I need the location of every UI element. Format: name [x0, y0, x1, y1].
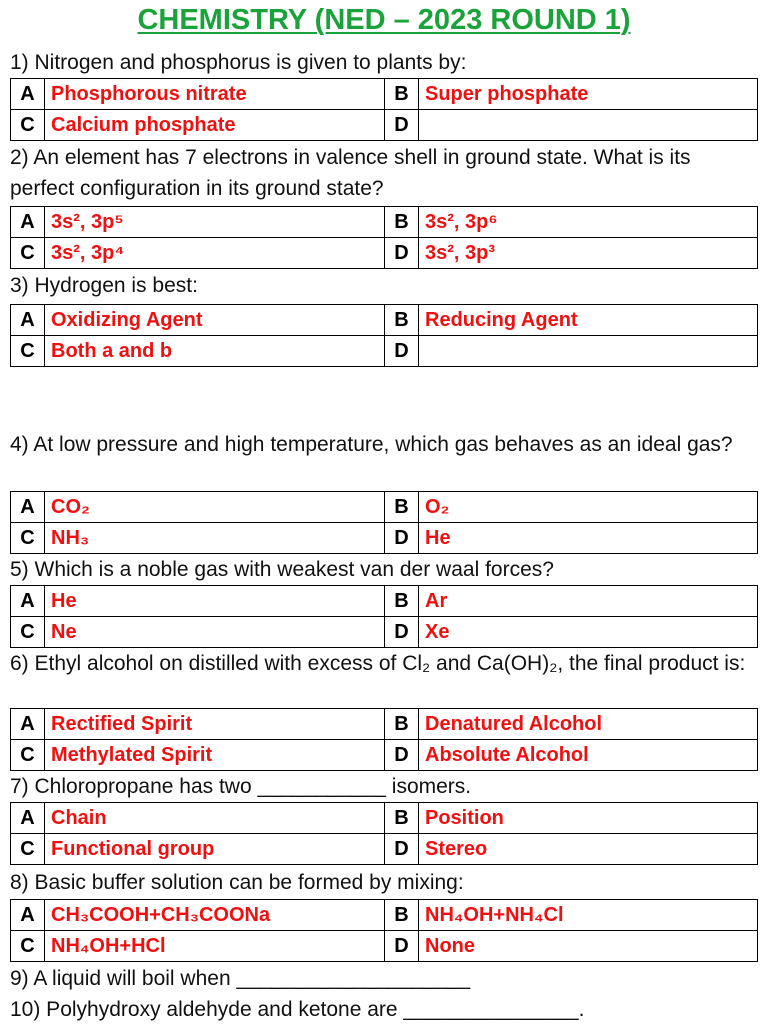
question-2-text: 2) An element has 7 electrons in valence shell in ground state. What is its perfect configuration in its ground state? — [10, 146, 691, 200]
option-letter-c: C — [11, 740, 45, 771]
question-8-text: 8) Basic buffer solution can be formed by mixing: — [10, 871, 464, 894]
question-5-options — [10, 585, 758, 648]
option-letter-a: A — [11, 305, 45, 336]
option-letter-c: C — [11, 523, 45, 554]
q8-option-a: CH₃COOH+CH₃COONa — [45, 900, 385, 931]
question-6-text: 6) Ethyl alcohol on distilled with excess of Cl₂ and Ca(OH)₂, the final product is: — [10, 652, 746, 675]
question-2-options — [10, 206, 758, 269]
option-letter-a: A — [11, 803, 45, 834]
option-letter-c: C — [11, 834, 45, 865]
option-letter-b: B — [385, 709, 419, 740]
q1-option-c: Calcium phosphate — [45, 110, 385, 141]
question-4-options — [10, 491, 758, 554]
option-letter-b: B — [385, 803, 419, 834]
q4-option-c: NH₃ — [45, 523, 385, 554]
option-letter-a: A — [11, 900, 45, 931]
option-letter-c: C — [11, 931, 45, 962]
q3-option-c: Both a and b — [45, 336, 385, 367]
q8-option-c: NH₄OH+HCl — [45, 931, 385, 962]
q2-option-d: 3s², 3p³ — [419, 238, 758, 269]
q7-option-c: Functional group — [45, 834, 385, 865]
q6-option-a: Rectified Spirit — [45, 709, 385, 740]
option-letter-d: D — [385, 110, 419, 141]
option-letter-d: D — [385, 238, 419, 269]
q7-option-b: Position — [419, 803, 758, 834]
option-letter-c: C — [11, 110, 45, 141]
question-1-text: 1) Nitrogen and phosphorus is given to plants by: — [10, 51, 467, 74]
option-letter-b: B — [385, 492, 419, 523]
q5-option-a: He — [45, 586, 385, 617]
option-letter-b: B — [385, 79, 419, 110]
option-letter-b: B — [385, 900, 419, 931]
option-letter-d: D — [385, 617, 419, 648]
question-4-text: 4) At low pressure and high temperature, which gas behaves as an ideal gas? — [10, 433, 733, 456]
q8-option-b: NH₄OH+NH₄Cl — [419, 900, 758, 931]
option-letter-d: D — [385, 834, 419, 865]
option-letter-c: C — [11, 238, 45, 269]
q4-option-b: O₂ — [419, 492, 758, 523]
question-5-text: 5) Which is a noble gas with weakest van der waal forces? — [10, 558, 554, 581]
q5-option-c: Ne — [45, 617, 385, 648]
option-letter-b: B — [385, 586, 419, 617]
option-letter-a: A — [11, 586, 45, 617]
q2-option-a: 3s², 3p⁵ — [45, 207, 385, 238]
question-10-text: 10) Polyhydroxy aldehyde and ketone are _______________. — [10, 998, 585, 1021]
page-title: CHEMISTRY (NED – 2023 ROUND 1) — [137, 4, 631, 36]
q1-option-a: Phosphorous nitrate — [45, 79, 385, 110]
question-7-text: 7) Chloropropane has two ___________ isomers. — [10, 775, 472, 798]
option-letter-c: C — [11, 336, 45, 367]
option-letter-a: A — [11, 79, 45, 110]
q3-option-a: Oxidizing Agent — [45, 305, 385, 336]
question-3-options — [10, 304, 758, 367]
option-letter-a: A — [11, 709, 45, 740]
q6-option-c: Methylated Spirit — [45, 740, 385, 771]
question-3-text: 3) Hydrogen is best: — [10, 274, 198, 297]
option-letter-a: A — [11, 492, 45, 523]
question-6-options — [10, 708, 758, 771]
q8-option-d: None — [419, 931, 758, 962]
option-letter-d: D — [385, 336, 419, 367]
option-letter-d: D — [385, 523, 419, 554]
q1-option-b: Super phosphate — [419, 79, 758, 110]
question-9-text: 9) A liquid will boil when ____________________ — [10, 967, 471, 990]
option-letter-c: C — [11, 617, 45, 648]
q6-option-d: Absolute Alcohol — [419, 740, 758, 771]
q5-option-d: Xe — [419, 617, 758, 648]
option-letter-d: D — [385, 931, 419, 962]
q4-option-d: He — [419, 523, 758, 554]
option-letter-b: B — [385, 305, 419, 336]
option-letter-a: A — [11, 207, 45, 238]
q7-option-a: Chain — [45, 803, 385, 834]
q1-option-d — [419, 110, 758, 141]
q3-option-d — [419, 336, 758, 367]
q5-option-b: Ar — [419, 586, 758, 617]
question-7-options — [10, 802, 758, 865]
q7-option-d: Stereo — [419, 834, 758, 865]
option-letter-b: B — [385, 207, 419, 238]
question-8-options — [10, 899, 758, 962]
question-1-options — [10, 78, 758, 141]
q3-option-b: Reducing Agent — [419, 305, 758, 336]
q2-option-b: 3s², 3p⁶ — [419, 207, 758, 238]
q4-option-a: CO₂ — [45, 492, 385, 523]
option-letter-d: D — [385, 740, 419, 771]
q6-option-b: Denatured Alcohol — [419, 709, 758, 740]
q2-option-c: 3s², 3p⁴ — [45, 238, 385, 269]
